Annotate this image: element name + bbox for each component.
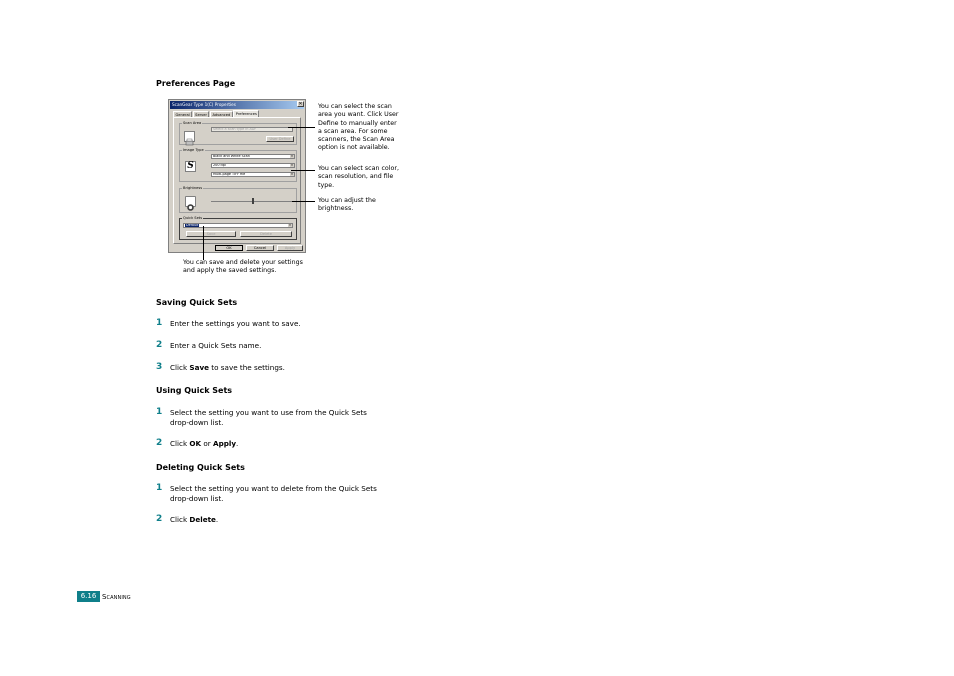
chevron-down-icon: ▾ [291, 163, 293, 167]
text-run: . [215, 515, 219, 524]
using-quick-sets-heading: Using Quick Sets [156, 386, 233, 395]
quick-sets-value: Default [186, 223, 199, 227]
tab-server[interactable]: Server [193, 111, 210, 118]
image-type-icon: S [185, 161, 196, 172]
using-step-1-text [170, 408, 367, 428]
save-button[interactable]: Save [186, 231, 236, 237]
chapter-label: Scanning [102, 593, 131, 601]
deleting-step-2-number: 2 [156, 514, 163, 524]
callout-brightness: You can adjust the brightness. [318, 197, 376, 213]
page-number-badge: 6.16 [77, 591, 100, 602]
scan-area-select[interactable]: Select a scan type in ADF [211, 127, 293, 132]
deleting-step-1-number: 1 [156, 483, 163, 493]
using-step-2-number: 2 [156, 438, 163, 448]
text-line: drop-down list. [170, 418, 224, 427]
saving-step-2-text: Enter a Quick Sets name. [170, 341, 262, 350]
text-run: to save the settings. [209, 363, 285, 372]
resolution-select[interactable] [211, 163, 295, 168]
tab-advanced[interactable]: Advanced [210, 111, 233, 118]
callout-quick-sets: You can save and delete your settings and apply the saved settings. [183, 259, 303, 275]
brightness-icon [185, 196, 196, 207]
saving-step-3-number: 3 [156, 362, 163, 372]
file-type-value: Multi-page TIFF file [213, 172, 246, 176]
cancel-button[interactable]: Cancel [246, 245, 274, 251]
image-type-label: Image Type [183, 148, 204, 152]
ok-button[interactable]: OK [215, 245, 243, 251]
brightness-slider-thumb[interactable] [252, 198, 254, 204]
quick-sets-select[interactable] [183, 223, 293, 228]
user-define-button[interactable]: User Define [266, 136, 294, 142]
text-run: or [201, 439, 214, 448]
chevron-down-icon: ▾ [291, 154, 293, 158]
preferences-panel [173, 117, 301, 244]
tab-general[interactable]: General [173, 111, 192, 118]
properties-dialog-screenshot [168, 99, 306, 253]
callout-line-scan-area [288, 127, 315, 128]
text-run: . [236, 439, 239, 448]
using-step-2-text [170, 439, 238, 449]
saving-step-2-number: 2 [156, 340, 163, 350]
saving-step-3-text [170, 363, 285, 373]
scan-area-group [179, 123, 297, 145]
bold-delete: Delete [189, 515, 216, 524]
text-run: Click [170, 363, 190, 372]
deleting-step-2-text [170, 515, 218, 525]
file-type-select[interactable] [211, 172, 295, 177]
dialog-title: ScanGear Type 1(C) Properties [170, 101, 304, 109]
resolution-value: 200 dpi [213, 163, 226, 167]
deleting-quick-sets-heading: Deleting Quick Sets [156, 463, 245, 472]
bold-ok: OK [189, 439, 202, 448]
brightness-label: Brightness [183, 186, 203, 190]
deleting-step-1-text [170, 484, 377, 504]
saving-step-1-text: Enter the settings you want to save. [170, 319, 301, 328]
saving-step-1-number: 1 [156, 318, 163, 328]
callout-line-brightness [292, 201, 315, 202]
chevron-down-icon: ▾ [291, 172, 293, 176]
bold-apply: Apply [213, 439, 237, 448]
bold-save: Save [189, 363, 210, 372]
callout-image-type: You can select scan color, scan resolution, and file type. [318, 165, 399, 189]
text-line: Select the setting you want to delete from the Quick Sets [170, 484, 377, 493]
text-run: Click [170, 439, 190, 448]
image-type-group [179, 150, 297, 182]
text-run: Click [170, 515, 190, 524]
scan-color-select[interactable] [211, 154, 295, 159]
scanner-icon [184, 131, 195, 142]
text-line: drop-down list. [170, 494, 224, 503]
scan-color-value: Black and White Scan [213, 154, 250, 158]
callout-line-quick-sets [203, 226, 204, 260]
apply-button[interactable]: Apply [277, 245, 303, 251]
using-step-1-number: 1 [156, 407, 163, 417]
delete-button[interactable]: Delete [240, 231, 292, 237]
quick-sets-group [179, 218, 297, 240]
callout-scan-area: You can select the scan area you want. Click User Define to manually enter a scan area. For some scanners, the Scan Area option is not available. [318, 103, 399, 152]
text-line: Select the setting you want to use from the Quick Sets [170, 408, 367, 417]
saving-quick-sets-heading: Saving Quick Sets [156, 298, 238, 307]
brightness-group [179, 188, 297, 213]
tab-preferences[interactable]: Preferences [233, 110, 259, 118]
section-title: Preferences Page [156, 79, 236, 88]
close-icon[interactable]: ✕ [298, 101, 303, 107]
chevron-down-icon: ▾ [289, 223, 291, 227]
callout-line-image-type [291, 170, 315, 171]
scan-area-label: Scan Area [183, 121, 202, 125]
quick-sets-label: Quick Sets [183, 216, 203, 220]
